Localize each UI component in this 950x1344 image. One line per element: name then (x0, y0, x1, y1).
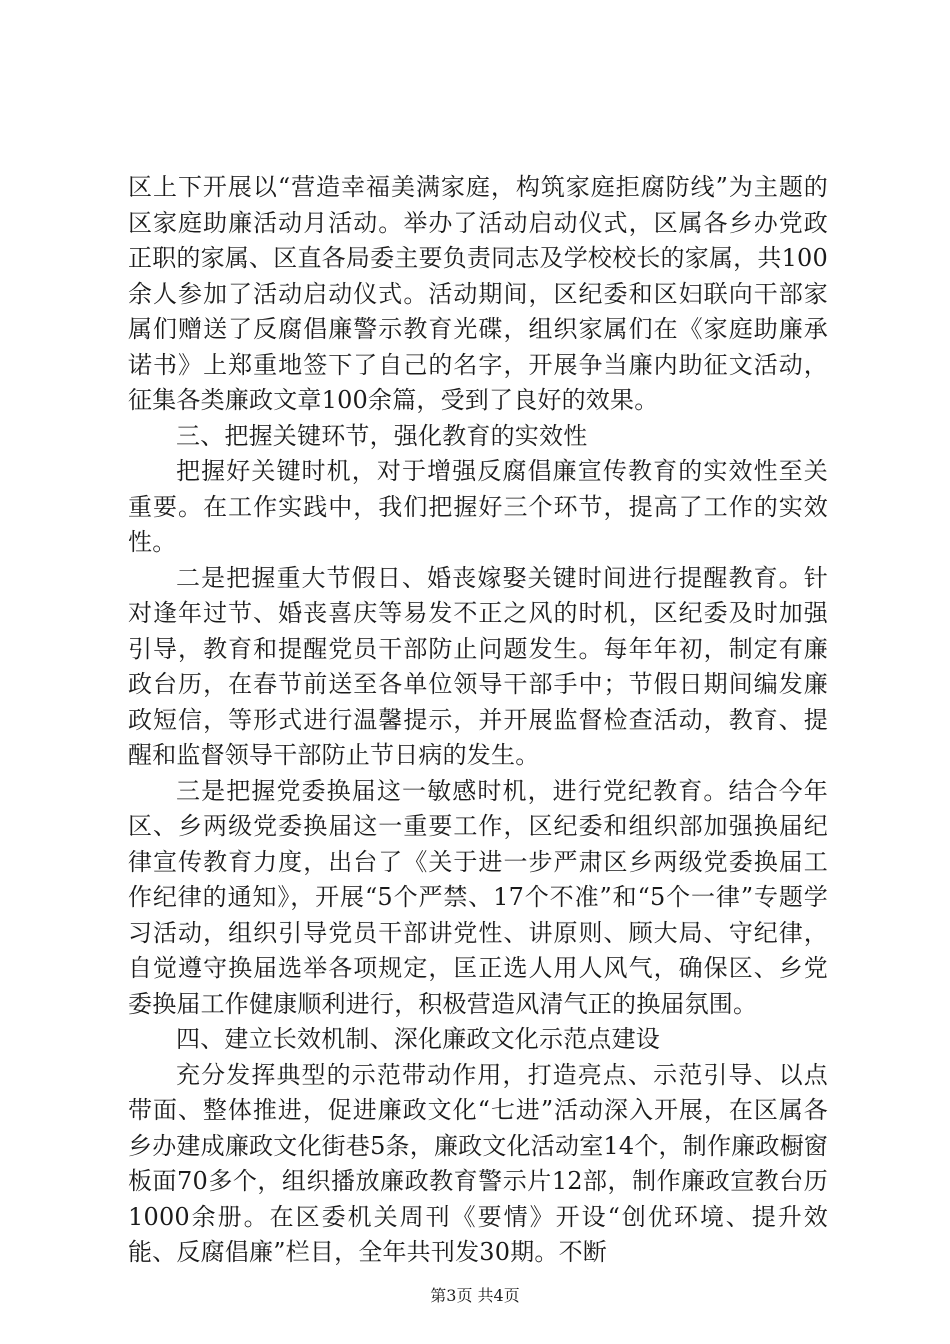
paragraph-1: 区上下开展以“营造幸福美满家庭，构筑家庭拒腐防线”为主题的区家庭助廉活动月活动。举办了活动启动仪式，区属各乡办党政正职的家属、区直各局委主要负责同志及学校校长的家属，共100余人参加了活动启动仪式。活动期间，区纪委和区妇联向干部家属们赠送了反腐倡廉警示教育光碟，组织家属们在《家庭助廉承诺书》上郑重地签下了自己的名字，开展争当廉内助征文活动，征集各类廉政文章100余篇，受到了良好的效果。 (128, 173, 828, 414)
paragraph-5: 充分发挥典型的示范带动作用，打造亮点、示范引导、以点带面、整体推进，促进廉政文化“七进”活动深入开展，在区属各乡办建成廉政文化街巷5条，廉政文化活动室14个，制作廉政橱窗板面70多个，组织播放廉政教育警示片12部，制作廉政宣教台历1000余册。在区委机关周刊《要情》开设“创优环境、提升效能、反腐倡廉”栏目，全年共刊发30期。不断 (128, 1060, 828, 1266)
section-heading-4: 四、建立长效机制、深化廉政文化示范点建设 (176, 1025, 660, 1053)
section-heading-3: 三、把握关键环节，强化教育的实效性 (176, 421, 588, 450)
paragraph-3: 二是把握重大节假日、婚丧嫁娶关键时间进行提醒教育。针对逢年过节、婚丧喜庆等易发不正之风的时机，区纪委及时加强引导，教育和提醒党员干部防止问题发生。每年年初，制定有廉政台历，在春节前送至各单位领导干部手中；节假日期间编发廉政短信，等形式进行温馨提示，并开展监督检查活动，教育、提醒和监督领导干部防止节日病的发生。 (128, 563, 828, 769)
document-body (128, 170, 828, 1271)
paragraph-4: 三是把握党委换届这一敏感时机，进行党纪教育。结合今年区、乡两级党委换届这一重要工作，区纪委和组织部加强换届纪律宣传教育力度，出台了《关于进一步严肃区乡两级党委换届工作纪律的通知》，开展“5个严禁、17个不准”和“5个一律”专题学习活动，组织引导党员干部讲党性、讲原则、顾大局、守纪律，自觉遵守换届选举各项规定，匡正选人用人风气，确保区、乡党委换届工作健康顺利进行，积极营造风清气正的换届氛围。 (128, 776, 828, 1018)
page-footer: 第3页 共4页 (430, 1286, 520, 1305)
paragraph-2: 把握好关键时机，对于增强反腐倡廉宣传教育的实效性至关重要。在工作实践中，我们把握好三个环节，提高了工作的实效性。 (128, 457, 828, 556)
